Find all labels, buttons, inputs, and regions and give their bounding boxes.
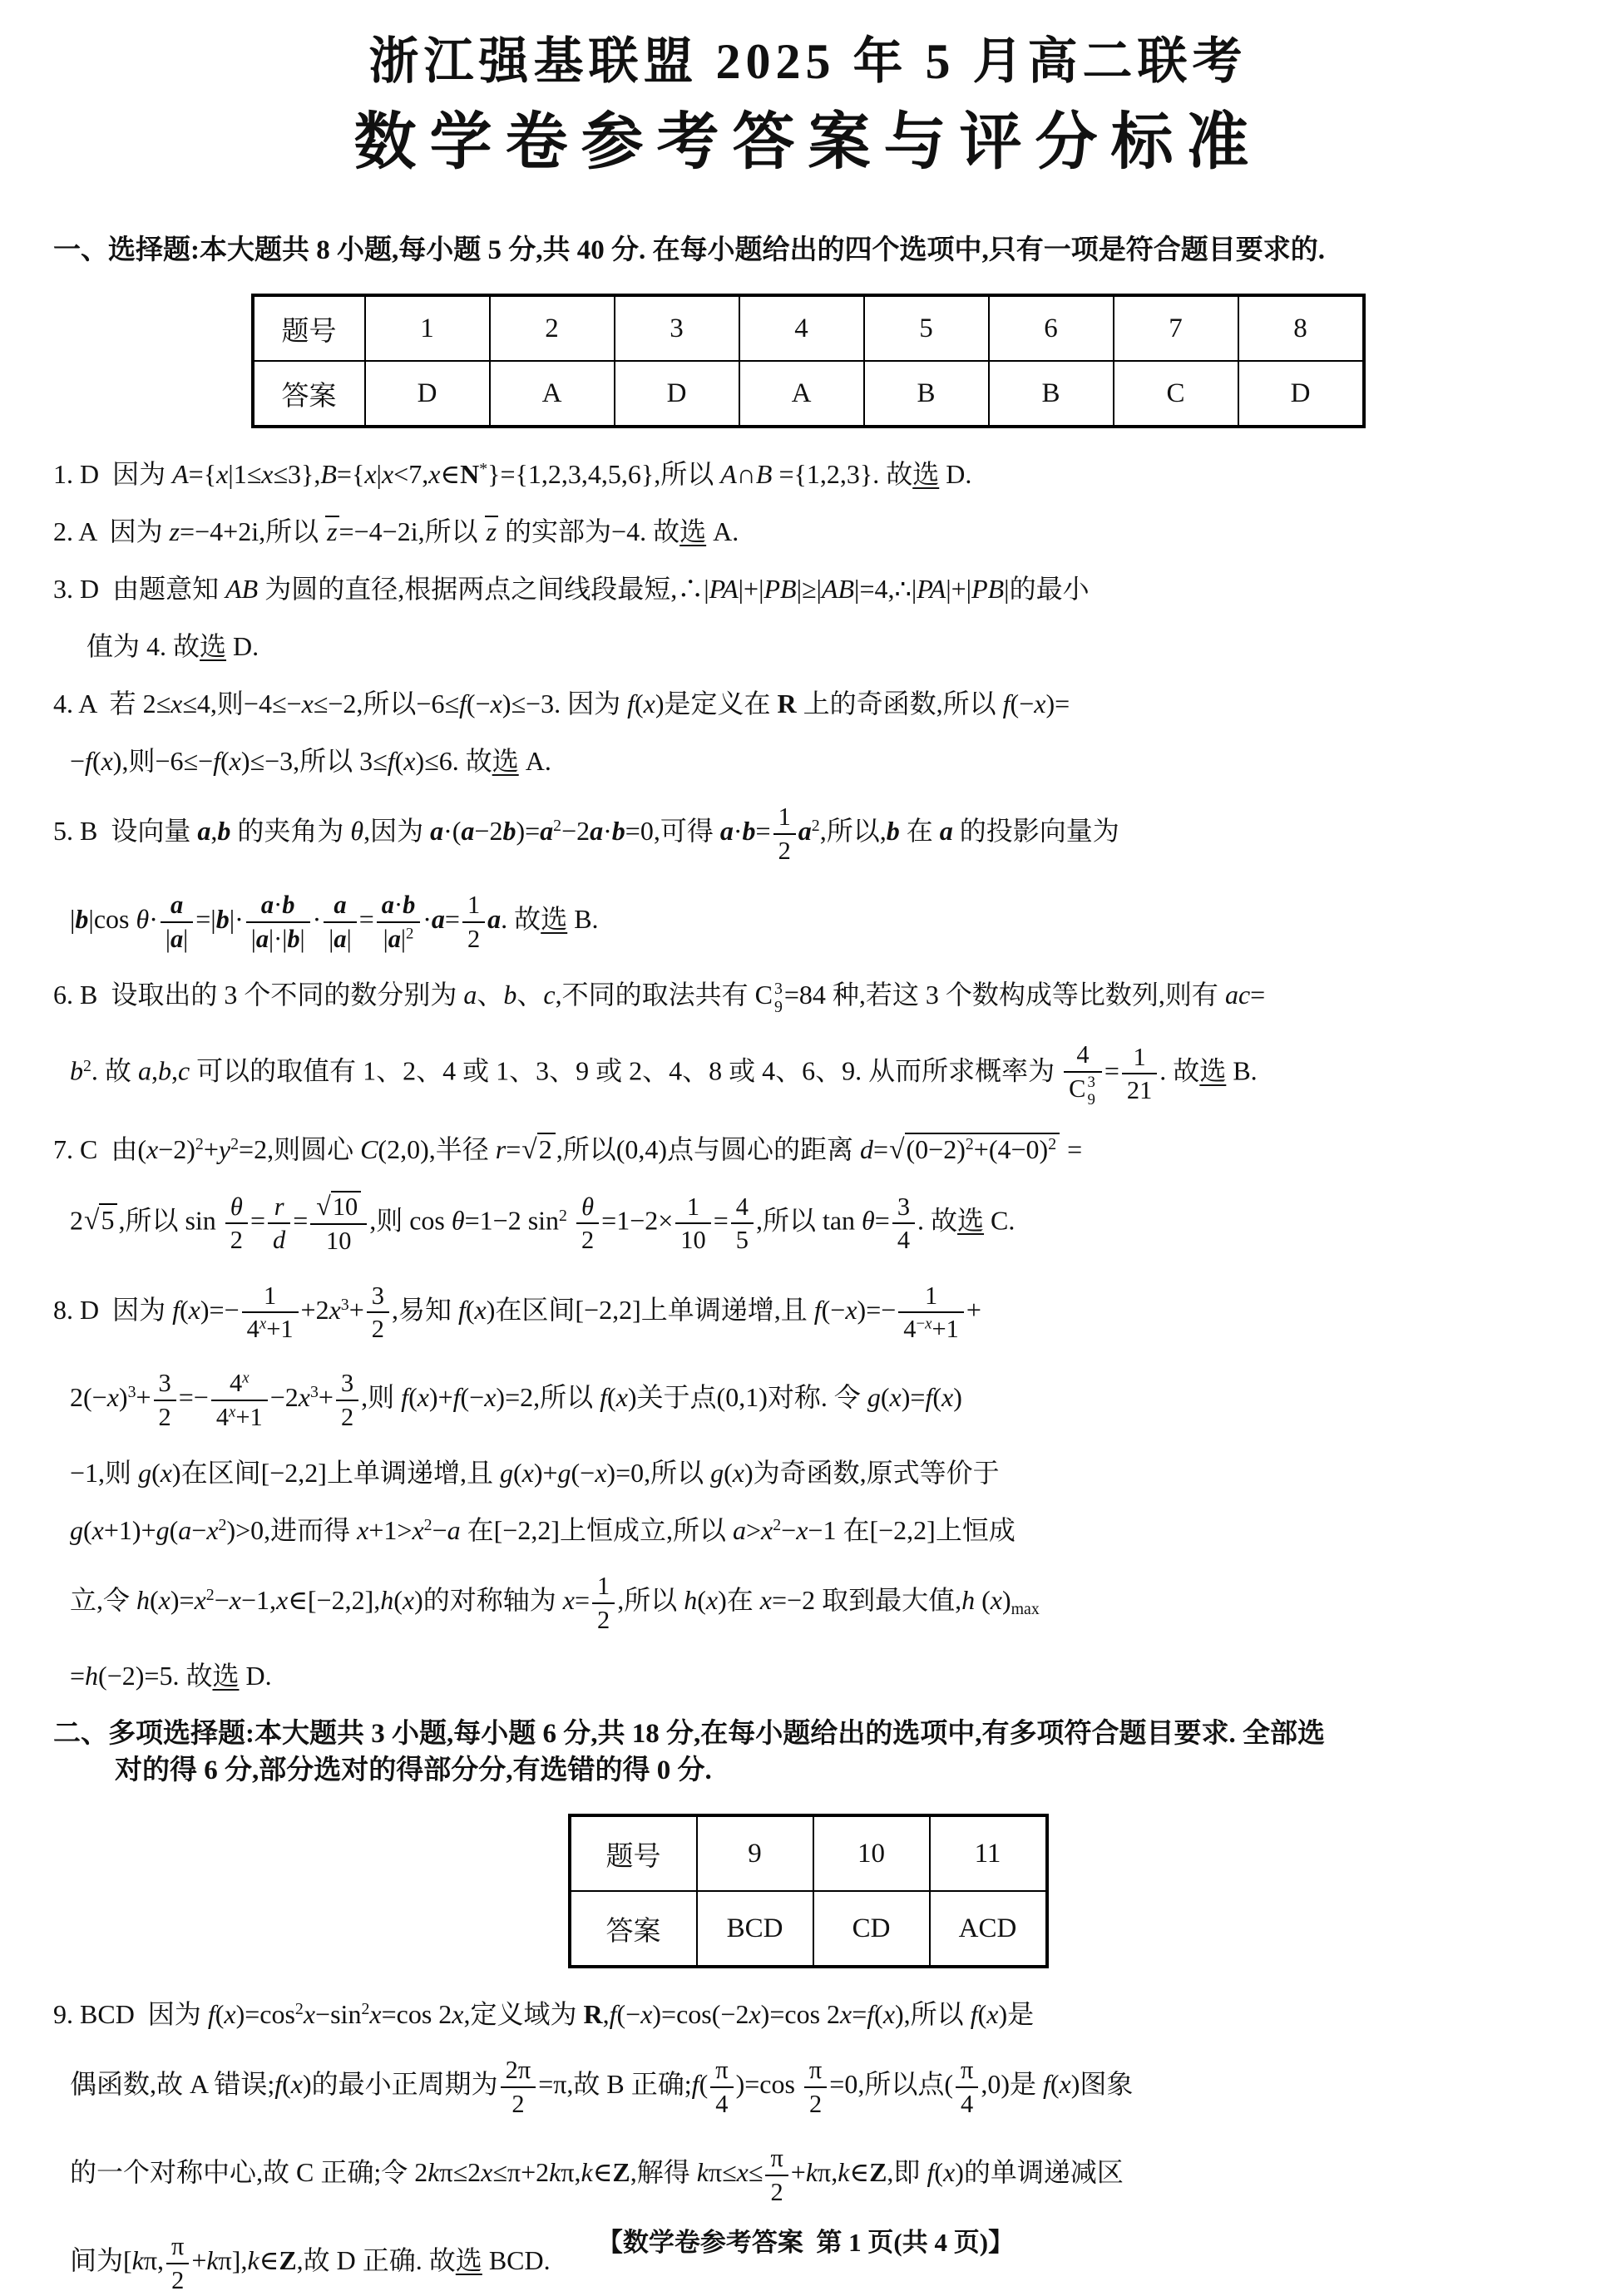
- qnum-cell: 10: [813, 1815, 930, 1891]
- section2: [53, 1716, 1563, 2296]
- answer-cell: C: [1114, 361, 1238, 427]
- page-footer: 【数学卷参考答案 第 1 页(共 4 页)】: [596, 2228, 1015, 2257]
- solution-8-line-6: =h(−2)=5. 故选 D.: [70, 1661, 272, 1691]
- qnum-cell: 9: [697, 1815, 813, 1891]
- exam-title: 浙江强基联盟 2025 年 5 月高二联考: [368, 34, 1248, 89]
- qnum-cell: 2: [490, 295, 615, 361]
- answer-cell: B: [989, 361, 1114, 427]
- row-header-answer: 答案: [570, 1891, 697, 1967]
- document-subtitle: 数学卷参考答案与评分标准: [353, 108, 1263, 177]
- qnum-cell: 4: [739, 295, 864, 361]
- answer-cell: D: [615, 361, 739, 427]
- solution-6: [53, 977, 1563, 1109]
- solution-8-line-3: −1,则 g(x)在区间[−2,2]上单调递增,且 g(x)+g(−x)=0,所以 g(x)为奇函数,原式等价于: [70, 1458, 1000, 1489]
- qnum-cell: 6: [989, 295, 1114, 361]
- section2-heading-line1: 二、多项选择题:本大题共 3 小题,每小题 6 分,共 18 分,在每小题给出的选项中,有多项符合题目要求. 全部选: [53, 1719, 1325, 1750]
- solution-2: [53, 514, 1563, 549]
- solution-4-line-1: 4. A 若 2≤x≤4,则−4≤−x≤−2,所以−6≤f(−x)≤−3. 因为 f(x)是定义在 R 上的奇函数,所以 f(−x)=: [53, 689, 1070, 719]
- solution-5-line-1: 5. B 设向量 a,b 的夹角为 θ,因为 $a\cdot(a-2b)=a^2-2a\cdot b=0$,可得 a·b= $\frac{1}{2}$ $a^2$,所以,b 在 a 的投影向量为: [53, 801, 1563, 867]
- table-row-answers: [570, 1891, 1047, 1967]
- qnum-cell: 11: [930, 1815, 1047, 1891]
- section2-heading-line2: 对的得 6 分,部分选对的得部分分,有选错的得 0 分.: [115, 1755, 712, 1786]
- answer-cell: A: [739, 361, 864, 427]
- multi-choice-answer-table: [568, 1814, 1049, 1968]
- table-row-answers: [253, 361, 1364, 427]
- qnum-cell: 1: [365, 295, 490, 361]
- table-row-question-numbers: [253, 295, 1364, 361]
- solution-8-line-5: 立,令 $h(x)=x^2-x-1,x\in[-2,2],h(x)$的对称轴为 x= $\frac{1}{2}$ ,所以 h(x)在 x=−2 取到最大值,h $(x)_{max}$: [53, 1570, 1563, 1636]
- single-choice-answer-table: [251, 294, 1366, 428]
- solution-1-line-1: 1. D 因为 A={x|1≤x≤3},B={x|x<7,x∈N*}={1,2,3,4,5,6},所以 A∩B ={1,2,3}. 故选 D.: [53, 459, 972, 490]
- section1-heading: 一、选择题:本大题共 8 小题,每小题 5 分,共 40 分. 在每小题给出的四个选项中,只有一项是符合题目要求的.: [53, 235, 1325, 266]
- solution-3-line-2: 值为 4. 故选 D.: [86, 631, 259, 662]
- qnum-cell: 8: [1238, 295, 1364, 361]
- solution-8-line-1: 8. D 因为 f(x)=− $\frac{1}{4^x+1}$ $+2x^3+$ $\frac{3}{2}$ ,易知 f(x)在区间[−2,2]上单调递增,且 f(−x)=− $\frac{1}{4^{-x}+1}$ +: [53, 1280, 1563, 1346]
- answer-cell: D: [365, 361, 490, 427]
- solution-4: [53, 686, 1563, 778]
- row-header-answer: 答案: [253, 361, 365, 427]
- row-header-qnum: 题号: [253, 295, 365, 361]
- solution-8-line-2: $2(-x)^3+$ $\frac{3}{2}$ =− $\frac{4^x}{4^x+1}$ $-2x^3+$ $\frac{3}{2}$ ,则 f(x)+f(−x)=2,所以 f(x)关于点(0,1)对称. 令 g(x)=f(x): [53, 1367, 1563, 1433]
- solution-5: [53, 801, 1563, 955]
- answer-cell: CD: [813, 1891, 930, 1967]
- solution-9-line-4: 间为[kπ, $\frac{\pi}{2}$ +kπ],k∈Z,故 D 正确. 故选 BCD.: [53, 2230, 1563, 2296]
- solution-9-line-3: 的一个对称中心,故 C 正确;令 2kπ≤2x≤π+2kπ,k∈Z,解得 kπ≤x≤ $\frac{\pi}{2}$ +kπ,k∈Z,即 f(x)的单调递减区: [53, 2142, 1563, 2208]
- answer-cell: A: [490, 361, 615, 427]
- table-row-question-numbers: [570, 1815, 1047, 1891]
- solution-4-line-2: −f(x),则−6≤−f(x)≤−3,所以 3≤f(x)≤6. 故选 A.: [70, 746, 551, 777]
- qnum-cell: 5: [864, 295, 989, 361]
- solution-8-line-4: $g(x+1)+g(a-x^2)>0$,进而得 $x+1>x^2-a$ 在[−2,2]上恒成立,所以 $a>x^2-x-1$ 在[−2,2]上恒成: [70, 1515, 1016, 1546]
- solution-2-line-1: 2. A 因为 z=−4+2i,所以 z=−4−2i,所以 z 的实部为−4. 故选 A.: [53, 516, 739, 547]
- solution-9-line-2: 偶函数,故 A 错误;f(x)的最小正周期为 $\frac{2\pi}{2}$ =π,故 B 正确;f( $\frac{\pi}{4}$ )=cos $\frac{\pi}{2}$ =0,所以点( $\frac{\pi}{4}$ ,0)是 f(x)图象: [53, 2054, 1563, 2120]
- row-header-qnum: 题号: [570, 1815, 697, 1891]
- solution-3: [53, 571, 1563, 664]
- answer-cell: ACD: [930, 1891, 1047, 1967]
- solution-5-line-2: |b|cos θ· $\frac{a}{|a|}$ =|b|· $\frac{a\cdot b}{|a|\cdot|b|}$ · $\frac{a}{|a|}$ = $\frac{a\cdot b}{|a|^2}$ ·a= $\frac{1}{2}$ a. 故选 B.: [53, 889, 1563, 955]
- solution-1: [53, 457, 1563, 491]
- answer-cell: B: [864, 361, 989, 427]
- solution-7-line-1: 7. C 由$(x-2)^2+y^2=2$,则圆心 C(2,0),半径 r=√2 ,所以(0,4)点与圆心的距离 $d=√(0-2)^2+(4-0)^2$ =: [53, 1133, 1083, 1165]
- solution-9-line-1: 9. BCD 因为 $f(x)=\cos^2x-\sin^2x=\cos$ 2x,定义域为 R,f(−x)=cos(−2x)=cos 2x=f(x),所以 f(x)是: [53, 1999, 1035, 2030]
- answer-cell: BCD: [697, 1891, 813, 1967]
- solution-6-line-1: 6. B 设取出的 3 个不同的数分别为 a、b、c,不同的取法共有 C 3 9 =84 种,若这 3 个数构成等比数列,则有 ac=: [53, 979, 1266, 1016]
- solution-8: [53, 1280, 1563, 1694]
- solution-7-line-2: 2√5 ,所以 sin $\frac{\theta}{2}$ = $\frac{r}{d}$ = $\frac{√10}{10}$ ,则 cos θ=1−2 $\sin^2$ $\frac{\theta}{2}$ =1−2× $\frac{1}{10}$ = $\frac{4}{5}$ ,所以 tan θ= $\frac{3}{4}$ . 故选 C.: [53, 1190, 1563, 1257]
- solution-7: [53, 1132, 1563, 1257]
- solution-3-line-1: 3. D 由题意知 AB 为圆的直径,根据两点之间线段最短,∴|PA|+|PB|≥|AB|=4,∴|PA|+|PB|的最小: [53, 574, 1090, 605]
- solution-6-line-2: $b^2$. 故 a,b,c 可以的取值有 1、2、4 或 1、3、9 或 2、4、8 或 4、6、9. 从而所求概率为 4 C 3 9 = $\frac{1}{21}$ . 故选 B.: [70, 1040, 1258, 1108]
- answer-cell: D: [1238, 361, 1364, 427]
- qnum-cell: 3: [615, 295, 739, 361]
- qnum-cell: 7: [1114, 295, 1238, 361]
